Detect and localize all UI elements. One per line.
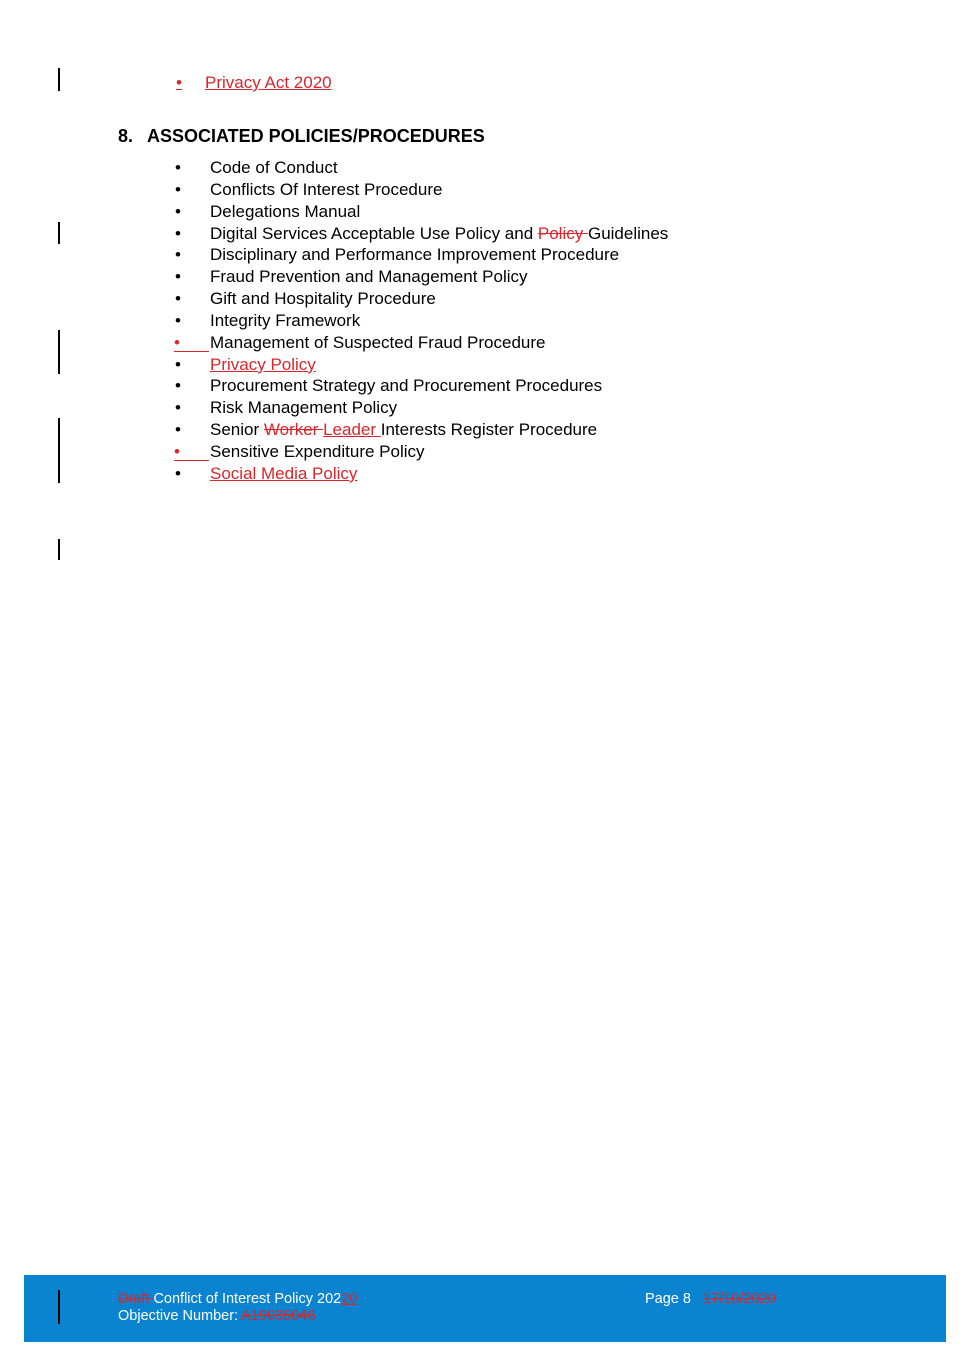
- text-segment: Digital Services Acceptable Use Policy and: [210, 223, 538, 243]
- footer-page-info: [645, 1291, 776, 1308]
- bullet-icon: •: [175, 267, 181, 287]
- change-bar: [58, 222, 60, 244]
- inserted-text: Social Media Policy: [210, 463, 358, 483]
- list-item-text: Conflicts Of Interest Procedure: [210, 179, 443, 199]
- inserted-bullet: •: [176, 73, 182, 92]
- bullet-icon: •: [175, 158, 181, 177]
- footer-title: [118, 1291, 357, 1308]
- list-item-text: Integrity Framework: [210, 310, 361, 330]
- text-segment: Guidelines: [587, 223, 669, 243]
- list-item-text: Sensitive Expenditure Policy: [210, 441, 425, 461]
- list-item-text: Fraud Prevention and Management Policy: [210, 267, 528, 287]
- list-item-text: Management of Suspected Fraud Procedure: [210, 332, 546, 352]
- bullet-icon: •: [175, 354, 181, 374]
- deleted-date: 17/10/2020: [703, 1291, 776, 1307]
- change-bar: [58, 418, 60, 483]
- bullet-icon: •: [175, 398, 181, 418]
- inserted-bullet-icon: •: [174, 441, 209, 461]
- deleted-text: Draft: [118, 1291, 154, 1307]
- list-item-text: [210, 223, 668, 245]
- change-bar: [58, 1290, 60, 1324]
- inserted-text: Privacy Policy: [210, 354, 316, 374]
- inserted-text: 20: [341, 1291, 358, 1307]
- list-item-text: Disciplinary and Performance Improvement Procedure: [210, 245, 620, 265]
- list-item-text: Risk Management Policy: [210, 398, 398, 418]
- objective-label: Objective Number:: [118, 1308, 242, 1324]
- privacy-act-item: [176, 72, 332, 94]
- bullet-icon: •: [175, 223, 181, 243]
- page-footer: [24, 1275, 946, 1342]
- deleted-text: A19035046: [241, 1308, 316, 1324]
- section-title: ASSOCIATED POLICIES/PROCEDURES: [147, 126, 485, 146]
- inserted-bullet-icon: •: [174, 332, 209, 352]
- footer-title-text: Conflict of Interest Policy 202: [153, 1291, 342, 1307]
- footer-objective: [118, 1308, 316, 1325]
- inserted-text: Leader: [323, 420, 381, 440]
- privacy-act-text: Privacy Act 2020: [205, 73, 332, 92]
- deleted-text: Policy: [537, 223, 588, 243]
- list-item-text: Procurement Strategy and Procurement Procedures: [210, 376, 603, 396]
- bullet-icon: •: [175, 376, 181, 396]
- section-heading: [118, 125, 485, 147]
- bullet-icon: •: [175, 289, 181, 309]
- bullet-icon: •: [175, 463, 181, 483]
- bullet-icon: •: [175, 420, 181, 440]
- change-bar: [58, 539, 60, 560]
- list-item-text: [210, 419, 597, 441]
- section-number: 8.: [118, 126, 134, 146]
- bullet-icon: •: [175, 245, 181, 265]
- text-segment: Senior: [210, 420, 264, 440]
- list-item-text: Gift and Hospitality Procedure: [210, 289, 436, 309]
- deleted-text: Worker: [263, 420, 324, 440]
- bullet-icon: •: [175, 179, 181, 199]
- bullet-icon: •: [175, 310, 181, 330]
- list-item-text: Code of Conduct: [210, 158, 338, 177]
- change-bar: [58, 330, 60, 374]
- change-bar: [58, 68, 60, 91]
- bullet-icon: •: [175, 201, 181, 221]
- text-segment: Interests Register Procedure: [380, 420, 598, 440]
- list-item-text: Delegations Manual: [210, 201, 361, 221]
- page-number: Page 8: [645, 1291, 691, 1307]
